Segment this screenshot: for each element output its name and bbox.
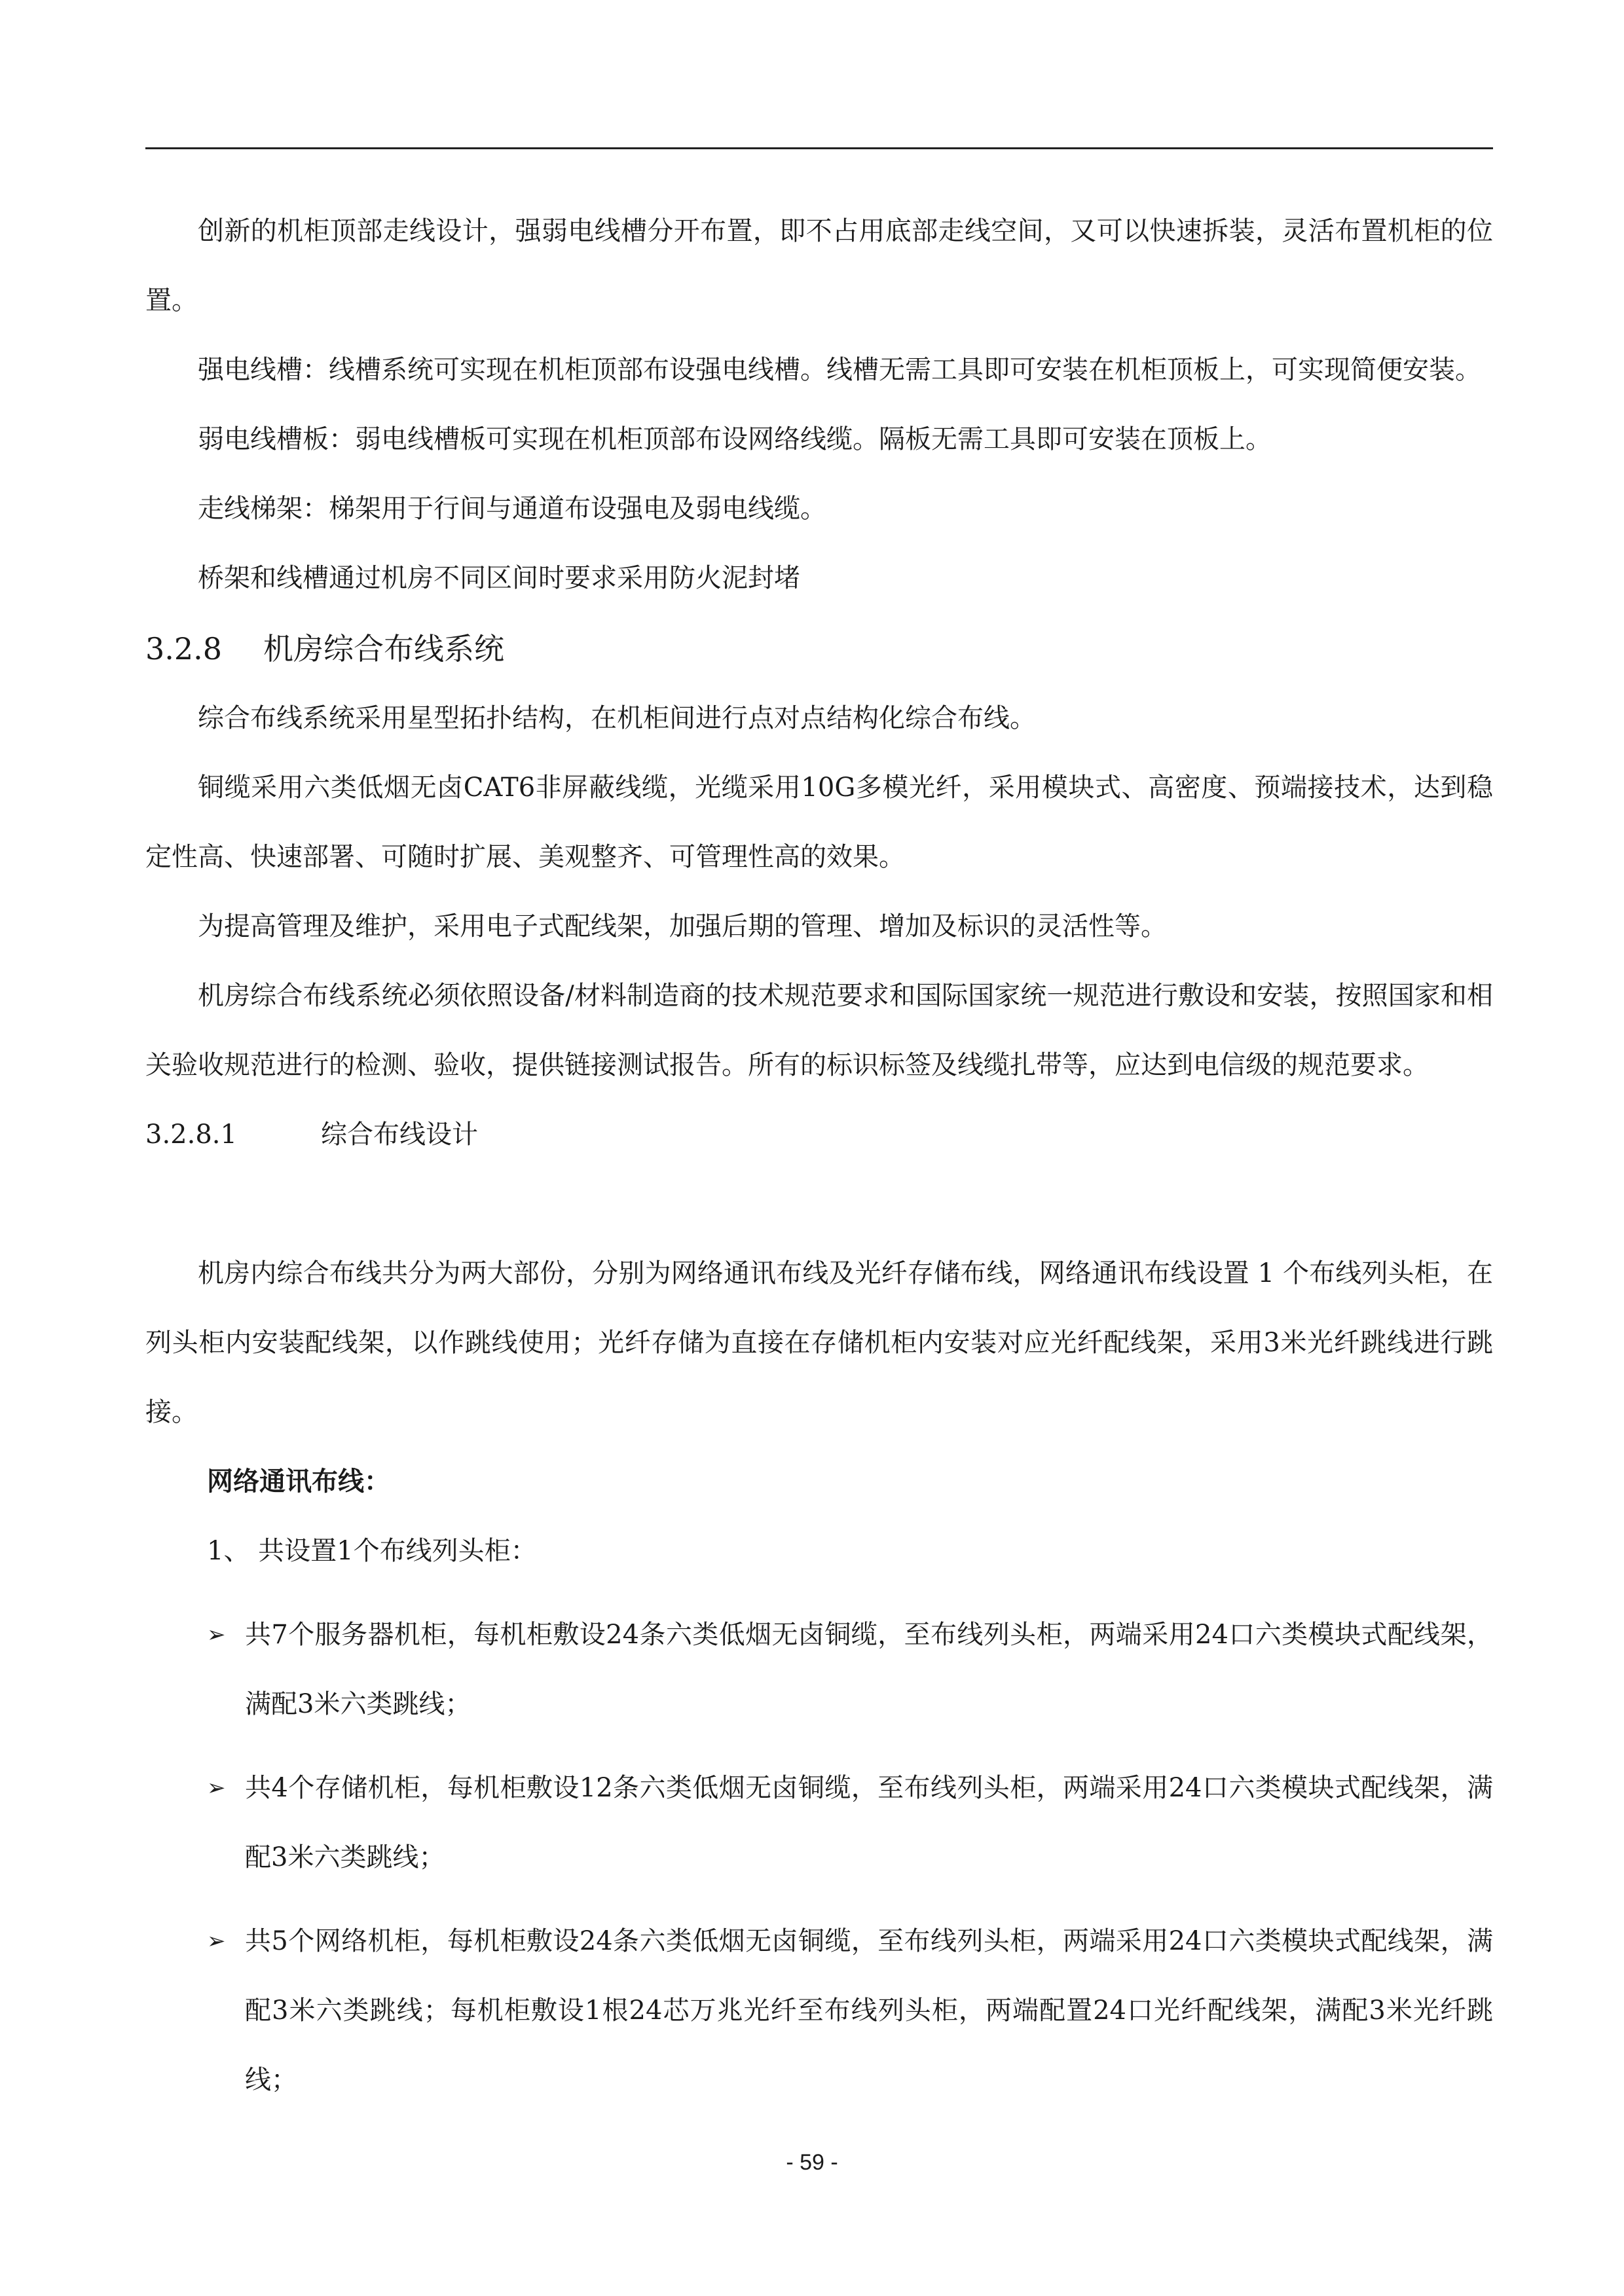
list-item-text: 共4个存储机柜，每机柜敷设12条六类低烟无卤铜缆，至布线列头柜，两端采用24口六类模块式配线架，满配3米六类跳线； [245,1773,1493,1872]
numbered-item: 1、 共设置1个布线列头柜： [207,1536,537,1566]
paragraph: 创新的机柜顶部走线设计，强弱电线槽分开布置，即不占用底部走线空间，又可以快速拆装，灵活布置机柜的位置。 [145,216,1493,316]
subsection-title: 综合布线设计 [321,1120,478,1150]
network-cabling-label: 网络通讯布线： [207,1467,390,1497]
paragraph: 弱电线槽板：弱电线槽板可实现在机柜顶部布设网络线缆。隔板无需工具即可安装在顶板上。 [198,424,1272,454]
paragraph: 桥架和线槽通过机房不同区间时要求采用防火泥封堵 [198,563,800,593]
arrow-right-icon: ➢ [207,1775,226,1801]
paragraph: 机房内综合布线共分为两大部份，分别为网络通讯布线及光纤存储布线，网络通讯布线设置 1 个布线列头柜，在列头柜内安装配线架，以作跳线使用；光纤存储为直接在存储机柜内安装对应光纤配线架，采用3米光纤跳线进行跳接。 [145,1258,1493,1427]
document-body [145,196,1493,2115]
arrow-right-icon: ➢ [207,1928,226,1954]
list-item-text: 共7个服务器机柜，每机柜敷设24条六类低烟无卤铜缆，至布线列头柜，两端采用24口六类模块式配线架，满配3米六类跳线； [245,1620,1493,1719]
section-heading-3-2-8 [145,614,1493,683]
page-number: - 59 - [786,2150,838,2175]
section-title: 机房综合布线系统 [263,631,504,666]
paragraph: 为提高管理及维护，采用电子式配线架，加强后期的管理、增加及标识的灵活性等。 [198,911,1167,941]
list-item-text: 共5个网络机柜，每机柜敷设24条六类低烟无卤铜缆，至布线列头柜，两端采用24口六类模块式配线架，满配3米六类跳线；每机柜敷设1根24芯万兆光纤至布线列头柜，两端配置24口光纤配线架，满配3米光纤跳线； [245,1926,1493,2095]
section-number: 3.2.8 [145,631,223,666]
paragraph: 强电线槽：线槽系统可实现在机柜顶部布设强电线槽。线槽无需工具即可安装在机柜顶板上，可实现简便安装。 [198,355,1481,385]
blank-line [145,1169,1493,1239]
paragraph: 铜缆采用六类低烟无卤CAT6非屏蔽线缆，光缆采用10G多模光纤，采用模块式、高密度、预端接技术，达到稳定性高、快速部署、可随时扩展、美观整齐、可管理性高的效果。 [145,773,1493,872]
paragraph: 综合布线系统采用星型拓扑结构，在机柜间进行点对点结构化综合布线。 [198,703,1036,733]
arrow-right-icon: ➢ [207,1622,226,1648]
list-item [145,1753,1493,1892]
paragraph: 机房综合布线系统必须依照设备/材料制造商的技术规范要求和国际国家统一规范进行敷设和安装，按照国家和相关验收规范进行的检测、验收，提供链接测试报告。所有的标识标签及线缆扎带等，应达到电信级的规范要求。 [145,981,1493,1080]
list-item [145,1906,1493,2115]
section-heading-3-2-8-1 [145,1100,1493,1169]
subsection-number: 3.2.8.1 [145,1120,237,1150]
list-item [145,1600,1493,1739]
paragraph: 走线梯架：梯架用于行间与通道布设强电及弱电线缆。 [198,494,826,524]
header-rule [145,147,1493,149]
